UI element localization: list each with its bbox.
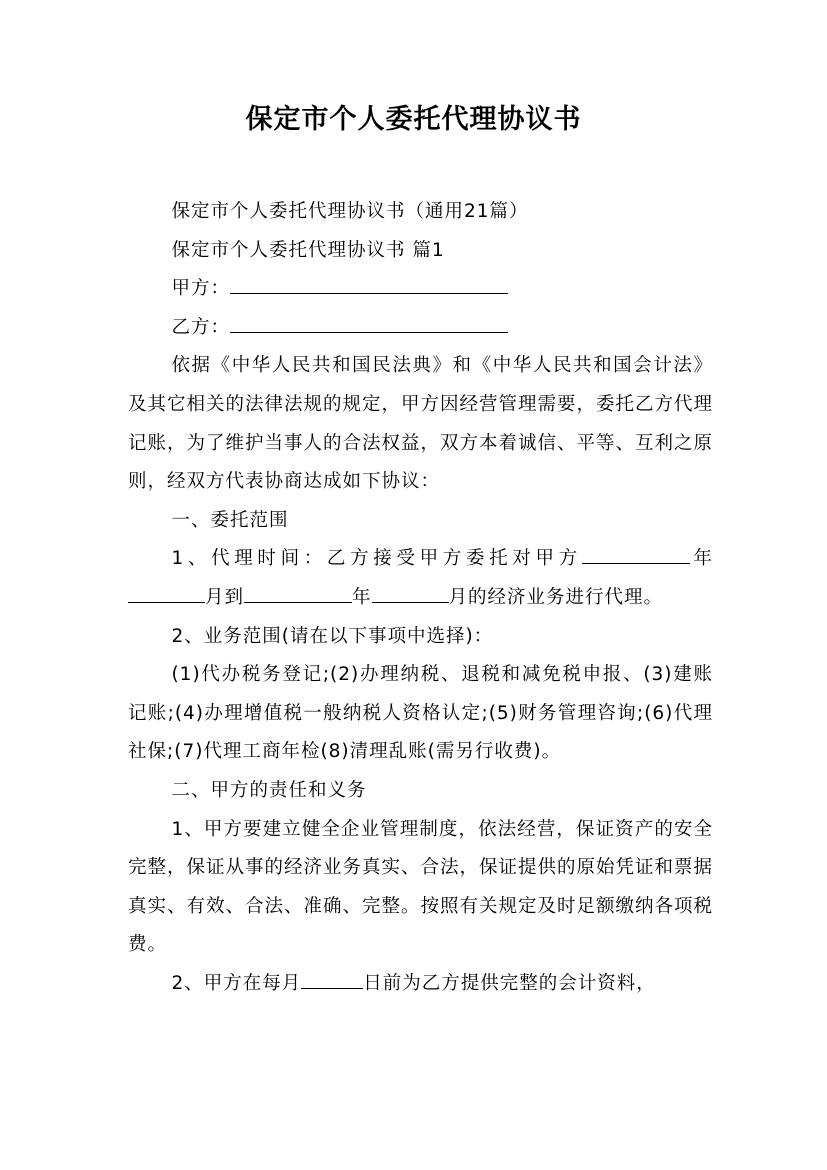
clause-1-period: [128, 540, 713, 617]
duty-2-blank-day: [301, 968, 363, 988]
clause-1-blank-month-start: [128, 583, 205, 603]
heading-scope: 一、委托范围: [171, 509, 289, 531]
clause-2-items: (1)代办税务登记;(2)办理纳税、退税和减免税申报、(3)建账记账;(4)办理增值税一般纳税人资格认定;(5)财务管理咨询;(6)代理社保;(7)代理工商年检(8)清理乱账(需另行收费)。: [128, 664, 713, 763]
clause-1-prefix: 1、代理时间：乙方接受甲方委托对甲方: [171, 548, 582, 570]
clause-1-year-1: 年: [689, 548, 713, 570]
heading-duties: 二、甲方的责任和义务: [171, 779, 367, 801]
party-b-line: [128, 309, 713, 348]
party-a-line: [128, 270, 713, 309]
party-b-blank: [230, 312, 508, 332]
clause-1-blank-year-end: [244, 583, 352, 603]
clause-1-suffix: 月的经济业务进行代理。: [448, 586, 664, 608]
clause-1-blank-month-end: [372, 583, 449, 603]
duty-2-paragraph: [128, 965, 713, 1004]
clause-2-title: 2、业务范围(请在以下事项中选择)：: [171, 625, 494, 647]
clause-1-month-to: 月到: [205, 586, 245, 608]
duty-2-prefix: 2、甲方在每月: [171, 972, 302, 994]
intro-paragraph: 依据《中华人民共和国民法典》和《中华人民共和国会计法》及其它相关的法律法规的规定，甲方因经营管理需要，委托乙方代理记账，为了维护当事人的合法权益，双方本着诚信、平等、互利之原则，经双方代表协商达成如下协议：: [128, 355, 714, 493]
section-heading: 保定市个人委托代理协议书 篇1: [171, 239, 445, 261]
clause-1-year-2: 年: [352, 586, 372, 608]
duty-2-suffix: 日前为乙方提供完整的会计资料，: [363, 972, 656, 994]
document-body: [128, 193, 713, 1003]
duty-1-paragraph: 1、甲方要建立健全企业管理制度，依法经营，保证资产的安全完整，保证从事的经济业务真实、合法，保证提供的原始凭证和票据真实、有效、合法、准确、完整。按照有关规定及时足额缴纳各项税费。: [128, 818, 714, 956]
document-title: 保定市个人委托代理协议书: [245, 104, 582, 135]
party-b-label: 乙方：: [171, 316, 230, 338]
party-a-blank: [230, 274, 508, 294]
party-a-label: 甲方：: [171, 278, 230, 300]
clause-1-blank-year-start: [582, 544, 690, 564]
subtitle: 保定市个人委托代理协议书（通用21篇）: [171, 201, 529, 222]
